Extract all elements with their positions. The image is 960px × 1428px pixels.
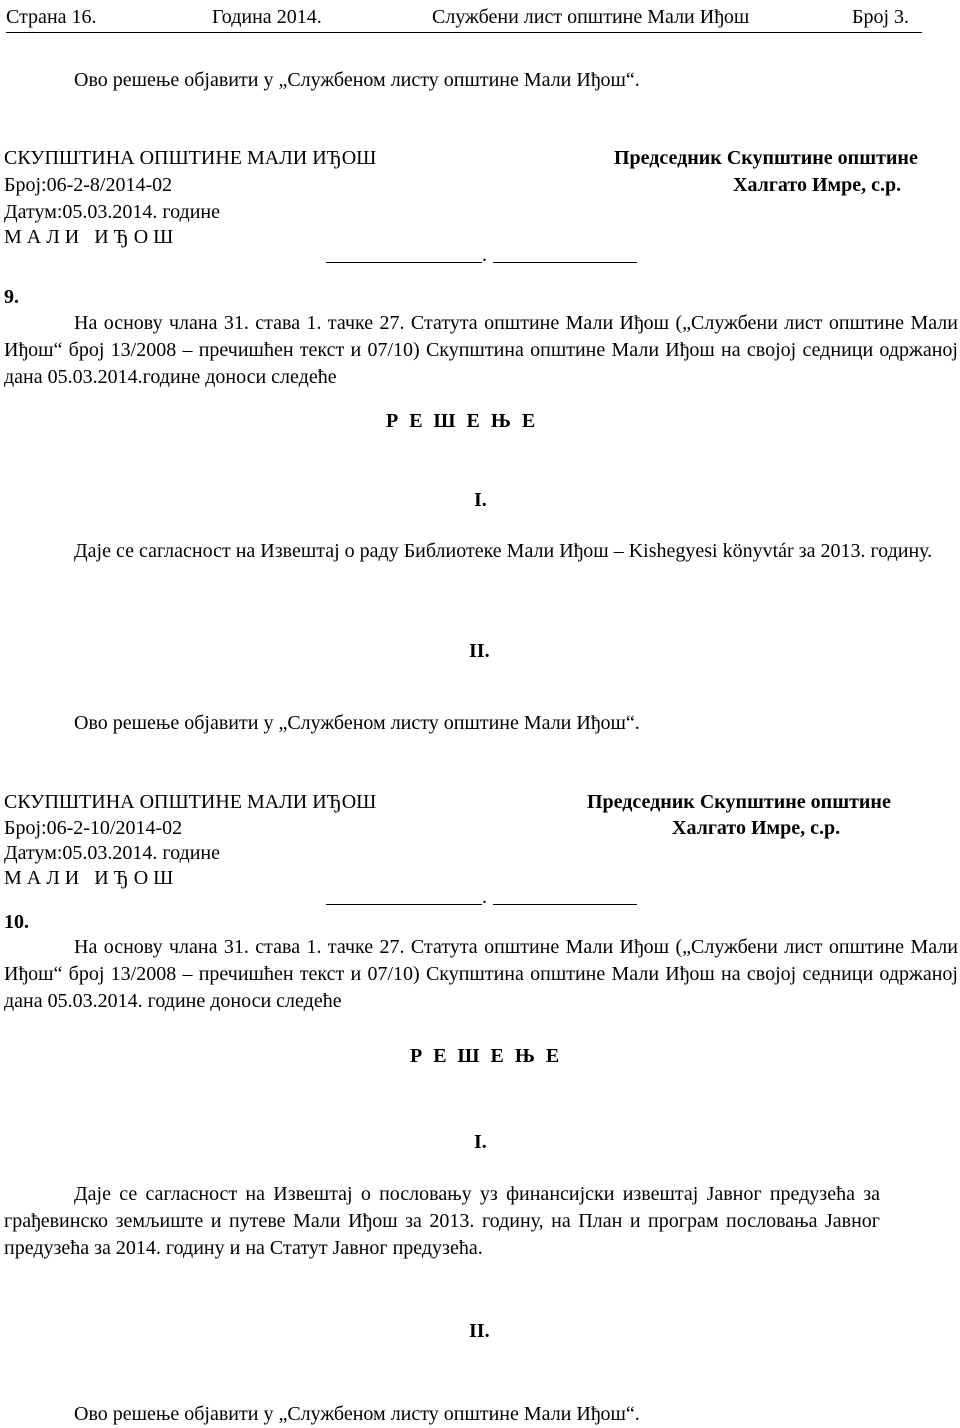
header-journal-title: Службени лист општине Мали Иђош — [432, 6, 750, 28]
place-name-1: М А Л И И Ђ О Ш — [4, 226, 174, 248]
document-date-2: Датум:05.03.2014. године — [4, 842, 221, 864]
signature-line-right-2 — [493, 904, 637, 906]
signature-line-right-1 — [493, 262, 637, 264]
publish-note-1: Ово решење објавити у „Службеном листу општине Мали Иђош“. — [74, 69, 640, 91]
item-9-publish-note: Ово решење објавити у „Службеном листу општине Мали Иђош“. — [74, 712, 640, 734]
item-9-section-2: II. — [469, 640, 490, 662]
signature-dot-1: . — [482, 244, 487, 266]
assembly-name-1: СКУПШТИНА ОПШТИНЕ МАЛИ ИЂОШ — [4, 147, 377, 169]
running-header — [6, 4, 922, 32]
document-date-1: Датум:05.03.2014. године — [4, 201, 221, 223]
item-number-10: 10. — [4, 911, 29, 933]
signature-line-left-2 — [326, 904, 482, 906]
president-title-1: Председник Скупштине општине — [614, 147, 918, 169]
header-issue-number: Број 3. — [852, 6, 910, 28]
item-9-section-1-text: Даје се сагласност на Извештај о раду Библиотеке Мали Иђош – Kishegyesi könyvtár за 2013. годину. — [74, 540, 933, 562]
document-number-1: Број:06-2-8/2014-02 — [4, 174, 173, 196]
place-name-2: М А Л И И Ђ О Ш — [4, 867, 174, 889]
header-rule — [6, 32, 922, 33]
item-number-9: 9. — [4, 286, 19, 308]
item-9-decision-heading: Р Е Ш Е Њ Е — [386, 410, 539, 432]
signature-line-left-1 — [326, 262, 482, 264]
item-10-section-2: II. — [469, 1320, 490, 1342]
assembly-name-2: СКУПШТИНА ОПШТИНЕ МАЛИ ИЂОШ — [4, 791, 377, 813]
item-10-section-1: I. — [474, 1131, 487, 1153]
item-9-section-1: I. — [474, 489, 487, 511]
item-10-decision-heading: Р Е Ш Е Њ Е — [410, 1045, 563, 1067]
president-title-2: Председник Скупштине општине — [587, 791, 891, 813]
president-name-2: Халгато Имре, с.р. — [672, 817, 841, 839]
item-10-intro: На основу члана 31. става 1. тачке 27. Статута општине Мали Иђош („Службени лист општине Мали Иђош“ број 13/2008 – пречишћен текст и 07/10) Скупштина општине Мали Иђош на својој седници одржаној дана 05.03.2014. године доноси следеће — [4, 936, 958, 1012]
item-9-intro: На основу члана 31. става 1. тачке 27. Статута општине Мали Иђош („Службени лист општине Мали Иђош“ број 13/2008 – пречишћен текст и 07/10) Скупштина општине Мали Иђош на својој седници одржаној дана 05.03.2014.године доноси следеће — [4, 312, 958, 388]
header-year: Година 2014. — [212, 6, 322, 28]
signature-dot-2: . — [482, 886, 487, 908]
item-10-section-1-text: Даје се сагласност на Извештај о пословању уз финансијски извештај Јавног предузећа за грађевинско земљиште и путеве Мали Иђош за 2013. годину, на План и програм пословања Јавног предузећа за 2014. годину и на Статут Јавног предузећа. — [4, 1183, 880, 1259]
president-name-1: Халгато Имре, с.р. — [733, 174, 902, 196]
item-10-publish-note: Ово решење објавити у „Службеном листу општине Мали Иђош“. — [74, 1403, 640, 1425]
header-page-number: Страна 16. — [6, 6, 97, 28]
document-number-2: Број:06-2-10/2014-02 — [4, 817, 183, 839]
